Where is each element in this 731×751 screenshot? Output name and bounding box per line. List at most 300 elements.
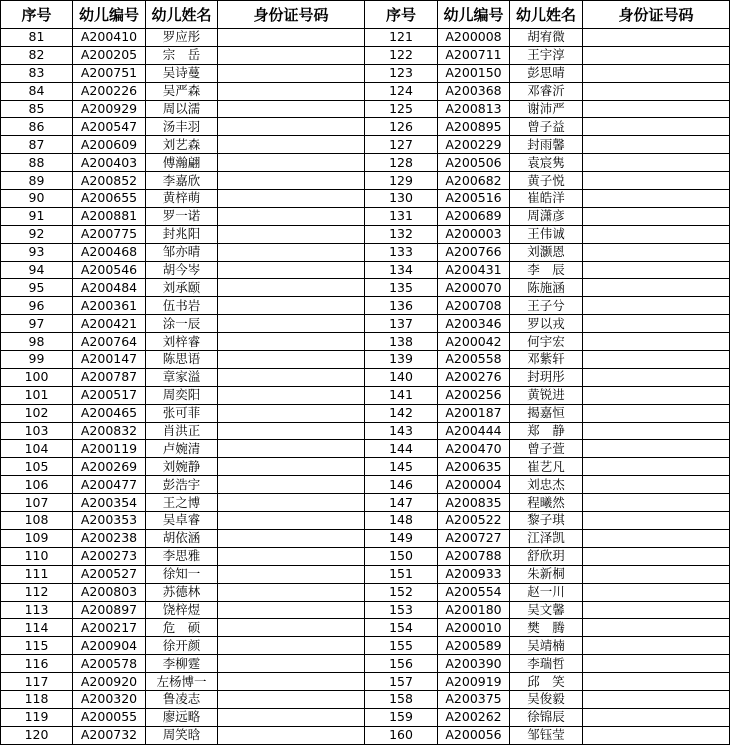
cell-child-name: 邱 笑 bbox=[510, 673, 583, 691]
cell-child-id: A200269 bbox=[73, 458, 146, 476]
cell-id-card[interactable] bbox=[218, 690, 365, 708]
cell-id-card[interactable] bbox=[218, 601, 365, 619]
cell-serial: 114 bbox=[1, 619, 73, 637]
cell-child-id: A200787 bbox=[73, 368, 146, 386]
cell-id-card[interactable] bbox=[583, 29, 730, 47]
cell-serial: 121 bbox=[365, 29, 438, 47]
cell-child-id: A200897 bbox=[73, 601, 146, 619]
cell-child-name: 周以濡 bbox=[146, 100, 218, 118]
cell-id-card[interactable] bbox=[218, 154, 365, 172]
cell-serial: 92 bbox=[1, 225, 73, 243]
cell-child-id: A200732 bbox=[73, 726, 146, 744]
cell-child-id: A200751 bbox=[73, 64, 146, 82]
cell-child-name: 涂一辰 bbox=[146, 315, 218, 333]
cell-child-name: 胡今岑 bbox=[146, 261, 218, 279]
cell-child-id: A200004 bbox=[438, 476, 510, 494]
cell-child-name: 封雨馨 bbox=[510, 136, 583, 154]
cell-id-card[interactable] bbox=[583, 207, 730, 225]
cell-id-card[interactable] bbox=[218, 547, 365, 565]
cell-child-name: 饶梓煜 bbox=[146, 601, 218, 619]
cell-serial: 152 bbox=[365, 583, 438, 601]
cell-serial: 100 bbox=[1, 368, 73, 386]
cell-child-id: A200881 bbox=[73, 207, 146, 225]
cell-child-name: 周潇彦 bbox=[510, 207, 583, 225]
cell-child-name: 陈施涵 bbox=[510, 279, 583, 297]
cell-child-id: A200346 bbox=[438, 315, 510, 333]
cell-child-id: A200226 bbox=[73, 82, 146, 100]
cell-id-card[interactable] bbox=[583, 601, 730, 619]
cell-id-card[interactable] bbox=[583, 279, 730, 297]
cell-id-card[interactable] bbox=[583, 458, 730, 476]
cell-serial: 140 bbox=[365, 368, 438, 386]
cell-child-name: 危 硕 bbox=[146, 619, 218, 637]
cell-child-name: 苏德林 bbox=[146, 583, 218, 601]
cell-id-card[interactable] bbox=[218, 29, 365, 47]
cell-child-id: A200788 bbox=[438, 547, 510, 565]
cell-child-name: 刘婉静 bbox=[146, 458, 218, 476]
cell-child-id: A200609 bbox=[73, 136, 146, 154]
cell-child-name: 彭浩宇 bbox=[146, 476, 218, 494]
cell-serial: 117 bbox=[1, 673, 73, 691]
cell-serial: 149 bbox=[365, 529, 438, 547]
cell-serial: 133 bbox=[365, 243, 438, 261]
cell-child-name: 邹钰莹 bbox=[510, 726, 583, 744]
cell-serial: 129 bbox=[365, 172, 438, 190]
cell-serial: 128 bbox=[365, 154, 438, 172]
cell-child-id: A200852 bbox=[73, 172, 146, 190]
cell-serial: 126 bbox=[365, 118, 438, 136]
cell-child-id: A200003 bbox=[438, 225, 510, 243]
cell-id-card[interactable] bbox=[583, 368, 730, 386]
cell-id-card[interactable] bbox=[218, 440, 365, 458]
cell-id-card[interactable] bbox=[583, 655, 730, 673]
cell-child-id: A200010 bbox=[438, 619, 510, 637]
cell-id-card[interactable] bbox=[218, 243, 365, 261]
cell-id-card[interactable] bbox=[583, 476, 730, 494]
table-row bbox=[1, 100, 730, 118]
cell-id-card[interactable] bbox=[218, 100, 365, 118]
cell-child-id: A200803 bbox=[73, 583, 146, 601]
cell-serial: 109 bbox=[1, 529, 73, 547]
table-row bbox=[1, 315, 730, 333]
table-row bbox=[1, 368, 730, 386]
cell-child-name: 李柳霆 bbox=[146, 655, 218, 673]
cell-id-card[interactable] bbox=[583, 708, 730, 726]
cell-id-card[interactable] bbox=[583, 297, 730, 315]
cell-child-id: A200444 bbox=[438, 422, 510, 440]
cell-child-id: A200465 bbox=[73, 404, 146, 422]
cell-id-card[interactable] bbox=[218, 333, 365, 351]
table-row bbox=[1, 207, 730, 225]
cell-id-card[interactable] bbox=[583, 529, 730, 547]
cell-child-id: A200522 bbox=[438, 512, 510, 530]
cell-id-card[interactable] bbox=[218, 190, 365, 208]
cell-serial: 120 bbox=[1, 726, 73, 744]
cell-id-card[interactable] bbox=[583, 422, 730, 440]
cell-child-name: 周笑晗 bbox=[146, 726, 218, 744]
cell-id-card[interactable] bbox=[583, 690, 730, 708]
cell-child-name: 何宇宏 bbox=[510, 333, 583, 351]
table-row bbox=[1, 583, 730, 601]
cell-serial: 91 bbox=[1, 207, 73, 225]
cell-serial: 134 bbox=[365, 261, 438, 279]
cell-child-name: 陈思语 bbox=[146, 351, 218, 369]
cell-child-id: A200119 bbox=[73, 440, 146, 458]
cell-id-card[interactable] bbox=[583, 172, 730, 190]
cell-id-card[interactable] bbox=[583, 46, 730, 64]
cell-id-card[interactable] bbox=[583, 404, 730, 422]
cell-id-card[interactable] bbox=[583, 225, 730, 243]
table-row bbox=[1, 601, 730, 619]
cell-serial: 104 bbox=[1, 440, 73, 458]
cell-child-id: A200727 bbox=[438, 529, 510, 547]
table-row bbox=[1, 690, 730, 708]
cell-child-name: 刘艺森 bbox=[146, 136, 218, 154]
cell-serial: 147 bbox=[365, 494, 438, 512]
cell-serial: 110 bbox=[1, 547, 73, 565]
table-row bbox=[1, 64, 730, 82]
cell-serial: 155 bbox=[365, 637, 438, 655]
table-row bbox=[1, 529, 730, 547]
cell-id-card[interactable] bbox=[218, 404, 365, 422]
cell-child-id: A200689 bbox=[438, 207, 510, 225]
cell-id-card[interactable] bbox=[218, 565, 365, 583]
cell-id-card[interactable] bbox=[218, 386, 365, 404]
cell-child-name: 刘忠杰 bbox=[510, 476, 583, 494]
cell-serial: 86 bbox=[1, 118, 73, 136]
cell-child-name: 肖洪正 bbox=[146, 422, 218, 440]
cell-child-name: 王伟诚 bbox=[510, 225, 583, 243]
table-row bbox=[1, 46, 730, 64]
cell-id-card[interactable] bbox=[218, 64, 365, 82]
cell-child-name: 程曦然 bbox=[510, 494, 583, 512]
cell-child-name: 彭思晴 bbox=[510, 64, 583, 82]
cell-id-card[interactable] bbox=[583, 619, 730, 637]
cell-serial: 123 bbox=[365, 64, 438, 82]
cell-id-card[interactable] bbox=[583, 637, 730, 655]
cell-id-card[interactable] bbox=[583, 547, 730, 565]
cell-child-name: 章家溢 bbox=[146, 368, 218, 386]
cell-serial: 81 bbox=[1, 29, 73, 47]
cell-id-card[interactable] bbox=[218, 619, 365, 637]
cell-child-name: 邓睿沂 bbox=[510, 82, 583, 100]
cell-id-card[interactable] bbox=[218, 351, 365, 369]
cell-serial: 108 bbox=[1, 512, 73, 530]
cell-child-name: 傅瀚翩 bbox=[146, 154, 218, 172]
cell-child-name: 邹亦晴 bbox=[146, 243, 218, 261]
cell-child-name: 王子兮 bbox=[510, 297, 583, 315]
cell-child-id: A200056 bbox=[438, 726, 510, 744]
cell-id-card[interactable] bbox=[583, 190, 730, 208]
cell-child-name: 刘灏恩 bbox=[510, 243, 583, 261]
cell-id-card[interactable] bbox=[218, 297, 365, 315]
cell-child-name: 朱新桐 bbox=[510, 565, 583, 583]
cell-id-card[interactable] bbox=[218, 673, 365, 691]
cell-child-name: 徐开颜 bbox=[146, 637, 218, 655]
cell-child-id: A200589 bbox=[438, 637, 510, 655]
cell-id-card[interactable] bbox=[583, 315, 730, 333]
table-row bbox=[1, 673, 730, 691]
cell-serial: 143 bbox=[365, 422, 438, 440]
cell-child-id: A200217 bbox=[73, 619, 146, 637]
cell-id-card[interactable] bbox=[583, 261, 730, 279]
table-row bbox=[1, 225, 730, 243]
cell-child-name: 崔皓洋 bbox=[510, 190, 583, 208]
cell-serial: 97 bbox=[1, 315, 73, 333]
cell-id-card[interactable] bbox=[583, 136, 730, 154]
cell-child-id: A200635 bbox=[438, 458, 510, 476]
table-row bbox=[1, 172, 730, 190]
cell-serial: 124 bbox=[365, 82, 438, 100]
table-row bbox=[1, 708, 730, 726]
table-row bbox=[1, 422, 730, 440]
cell-child-name: 吴靖楠 bbox=[510, 637, 583, 655]
cell-child-name: 胡依涵 bbox=[146, 529, 218, 547]
cell-id-card[interactable] bbox=[218, 476, 365, 494]
cell-child-name: 吴俊毅 bbox=[510, 690, 583, 708]
table-row bbox=[1, 494, 730, 512]
cell-id-card[interactable] bbox=[218, 261, 365, 279]
cell-serial: 88 bbox=[1, 154, 73, 172]
cell-child-name: 徐知一 bbox=[146, 565, 218, 583]
cell-serial: 122 bbox=[365, 46, 438, 64]
cell-serial: 106 bbox=[1, 476, 73, 494]
cell-child-id: A200070 bbox=[438, 279, 510, 297]
cell-id-card[interactable] bbox=[583, 386, 730, 404]
table-row bbox=[1, 243, 730, 261]
cell-serial: 153 bbox=[365, 601, 438, 619]
cell-child-id: A200375 bbox=[438, 690, 510, 708]
cell-child-id: A200150 bbox=[438, 64, 510, 82]
table-row bbox=[1, 619, 730, 637]
cell-id-card[interactable] bbox=[583, 673, 730, 691]
cell-id-card[interactable] bbox=[218, 82, 365, 100]
cell-id-card[interactable] bbox=[218, 422, 365, 440]
cell-child-name: 张可菲 bbox=[146, 404, 218, 422]
cell-id-card[interactable] bbox=[583, 154, 730, 172]
cell-serial: 138 bbox=[365, 333, 438, 351]
cell-child-name: 廖远略 bbox=[146, 708, 218, 726]
cell-child-id: A200558 bbox=[438, 351, 510, 369]
cell-serial: 160 bbox=[365, 726, 438, 744]
cell-child-id: A200147 bbox=[73, 351, 146, 369]
cell-child-id: A200895 bbox=[438, 118, 510, 136]
cell-child-name: 罗一诺 bbox=[146, 207, 218, 225]
cell-serial: 103 bbox=[1, 422, 73, 440]
cell-id-card[interactable] bbox=[583, 333, 730, 351]
cell-child-id: A200262 bbox=[438, 708, 510, 726]
cell-id-card[interactable] bbox=[218, 46, 365, 64]
cell-id-card[interactable] bbox=[583, 82, 730, 100]
cell-child-id: A200933 bbox=[438, 565, 510, 583]
cell-serial: 156 bbox=[365, 655, 438, 673]
cell-serial: 102 bbox=[1, 404, 73, 422]
table-row bbox=[1, 655, 730, 673]
cell-child-id: A200187 bbox=[438, 404, 510, 422]
cell-serial: 107 bbox=[1, 494, 73, 512]
cell-id-card[interactable] bbox=[218, 529, 365, 547]
table-row bbox=[1, 547, 730, 565]
cell-id-card[interactable] bbox=[218, 494, 365, 512]
cell-child-name: 曾子萱 bbox=[510, 440, 583, 458]
cell-serial: 105 bbox=[1, 458, 73, 476]
header-id-card: 身份证号码 bbox=[583, 1, 730, 29]
cell-child-name: 李思雅 bbox=[146, 547, 218, 565]
cell-serial: 82 bbox=[1, 46, 73, 64]
table-row bbox=[1, 190, 730, 208]
cell-id-card[interactable] bbox=[218, 708, 365, 726]
cell-serial: 130 bbox=[365, 190, 438, 208]
header-child-name: 幼儿姓名 bbox=[510, 1, 583, 29]
cell-child-id: A200832 bbox=[73, 422, 146, 440]
cell-id-card[interactable] bbox=[583, 512, 730, 530]
cell-child-name: 黎子琪 bbox=[510, 512, 583, 530]
cell-child-name: 揭嘉恒 bbox=[510, 404, 583, 422]
cell-serial: 131 bbox=[365, 207, 438, 225]
cell-serial: 111 bbox=[1, 565, 73, 583]
cell-serial: 150 bbox=[365, 547, 438, 565]
table-row bbox=[1, 351, 730, 369]
cell-child-name: 徐锦辰 bbox=[510, 708, 583, 726]
cell-child-id: A200008 bbox=[438, 29, 510, 47]
cell-child-id: A200527 bbox=[73, 565, 146, 583]
cell-serial: 137 bbox=[365, 315, 438, 333]
header-row bbox=[1, 1, 730, 29]
cell-child-name: 邓紫轩 bbox=[510, 351, 583, 369]
cell-child-name: 汤丰羽 bbox=[146, 118, 218, 136]
cell-child-id: A200920 bbox=[73, 673, 146, 691]
cell-id-card[interactable] bbox=[218, 136, 365, 154]
cell-serial: 115 bbox=[1, 637, 73, 655]
cell-child-name: 伍书岩 bbox=[146, 297, 218, 315]
header-child-id: 幼儿编号 bbox=[438, 1, 510, 29]
cell-serial: 83 bbox=[1, 64, 73, 82]
cell-child-name: 左杨博一 bbox=[146, 673, 218, 691]
cell-child-name: 吴文馨 bbox=[510, 601, 583, 619]
cell-child-name: 赵一川 bbox=[510, 583, 583, 601]
cell-id-card[interactable] bbox=[218, 583, 365, 601]
cell-child-id: A200919 bbox=[438, 673, 510, 691]
cell-serial: 125 bbox=[365, 100, 438, 118]
cell-child-id: A200368 bbox=[438, 82, 510, 100]
cell-id-card[interactable] bbox=[583, 243, 730, 261]
cell-child-id: A200410 bbox=[73, 29, 146, 47]
cell-serial: 113 bbox=[1, 601, 73, 619]
cell-child-name: 李嘉欣 bbox=[146, 172, 218, 190]
cell-child-id: A200517 bbox=[73, 386, 146, 404]
cell-child-name: 王宇淳 bbox=[510, 46, 583, 64]
cell-serial: 101 bbox=[1, 386, 73, 404]
cell-child-id: A200711 bbox=[438, 46, 510, 64]
cell-child-id: A200506 bbox=[438, 154, 510, 172]
header-serial: 序号 bbox=[365, 1, 438, 29]
cell-child-id: A200470 bbox=[438, 440, 510, 458]
cell-id-card[interactable] bbox=[218, 207, 365, 225]
cell-child-name: 黄梓萌 bbox=[146, 190, 218, 208]
cell-serial: 112 bbox=[1, 583, 73, 601]
cell-id-card[interactable] bbox=[218, 225, 365, 243]
cell-child-id: A200477 bbox=[73, 476, 146, 494]
cell-child-name: 罗应彤 bbox=[146, 29, 218, 47]
cell-child-name: 郑 静 bbox=[510, 422, 583, 440]
cell-serial: 148 bbox=[365, 512, 438, 530]
cell-serial: 84 bbox=[1, 82, 73, 100]
cell-id-card[interactable] bbox=[218, 172, 365, 190]
cell-id-card[interactable] bbox=[218, 118, 365, 136]
cell-child-name: 崔艺凡 bbox=[510, 458, 583, 476]
table-row bbox=[1, 404, 730, 422]
cell-serial: 99 bbox=[1, 351, 73, 369]
cell-id-card[interactable] bbox=[583, 440, 730, 458]
cell-id-card[interactable] bbox=[583, 583, 730, 601]
cell-id-card[interactable] bbox=[218, 368, 365, 386]
cell-serial: 151 bbox=[365, 565, 438, 583]
cell-id-card[interactable] bbox=[583, 64, 730, 82]
cell-id-card[interactable] bbox=[218, 637, 365, 655]
cell-serial: 127 bbox=[365, 136, 438, 154]
cell-id-card[interactable] bbox=[583, 118, 730, 136]
cell-child-name: 周奕阳 bbox=[146, 386, 218, 404]
cell-serial: 95 bbox=[1, 279, 73, 297]
cell-child-id: A200578 bbox=[73, 655, 146, 673]
cell-serial: 141 bbox=[365, 386, 438, 404]
cell-serial: 118 bbox=[1, 690, 73, 708]
cell-id-card[interactable] bbox=[218, 315, 365, 333]
cell-child-name: 李瑞哲 bbox=[510, 655, 583, 673]
cell-child-id: A200205 bbox=[73, 46, 146, 64]
cell-id-card[interactable] bbox=[583, 100, 730, 118]
cell-id-card[interactable] bbox=[583, 565, 730, 583]
cell-child-id: A200273 bbox=[73, 547, 146, 565]
cell-child-name: 吴严森 bbox=[146, 82, 218, 100]
cell-child-id: A200547 bbox=[73, 118, 146, 136]
header-id-card: 身份证号码 bbox=[218, 1, 365, 29]
cell-serial: 132 bbox=[365, 225, 438, 243]
cell-child-id: A200766 bbox=[438, 243, 510, 261]
cell-child-id: A200238 bbox=[73, 529, 146, 547]
cell-id-card[interactable] bbox=[218, 512, 365, 530]
header-serial: 序号 bbox=[1, 1, 73, 29]
cell-child-id: A200546 bbox=[73, 261, 146, 279]
cell-id-card[interactable] bbox=[583, 351, 730, 369]
table-row bbox=[1, 279, 730, 297]
cell-child-id: A200256 bbox=[438, 386, 510, 404]
cell-serial: 135 bbox=[365, 279, 438, 297]
cell-id-card[interactable] bbox=[218, 655, 365, 673]
cell-child-id: A200764 bbox=[73, 333, 146, 351]
cell-child-id: A200180 bbox=[438, 601, 510, 619]
cell-child-id: A200276 bbox=[438, 368, 510, 386]
cell-child-id: A200904 bbox=[73, 637, 146, 655]
cell-serial: 157 bbox=[365, 673, 438, 691]
cell-child-id: A200403 bbox=[73, 154, 146, 172]
cell-child-id: A200353 bbox=[73, 512, 146, 530]
table-row bbox=[1, 476, 730, 494]
cell-id-card[interactable] bbox=[583, 494, 730, 512]
cell-serial: 144 bbox=[365, 440, 438, 458]
cell-id-card[interactable] bbox=[218, 726, 365, 744]
cell-id-card[interactable] bbox=[218, 458, 365, 476]
cell-id-card[interactable] bbox=[218, 279, 365, 297]
cell-child-name: 谢沛严 bbox=[510, 100, 583, 118]
table-row bbox=[1, 297, 730, 315]
cell-child-name: 袁宸隽 bbox=[510, 154, 583, 172]
cell-serial: 98 bbox=[1, 333, 73, 351]
cell-child-name: 黄锐进 bbox=[510, 386, 583, 404]
cell-child-id: A200042 bbox=[438, 333, 510, 351]
cell-id-card[interactable] bbox=[583, 726, 730, 744]
table-row bbox=[1, 82, 730, 100]
